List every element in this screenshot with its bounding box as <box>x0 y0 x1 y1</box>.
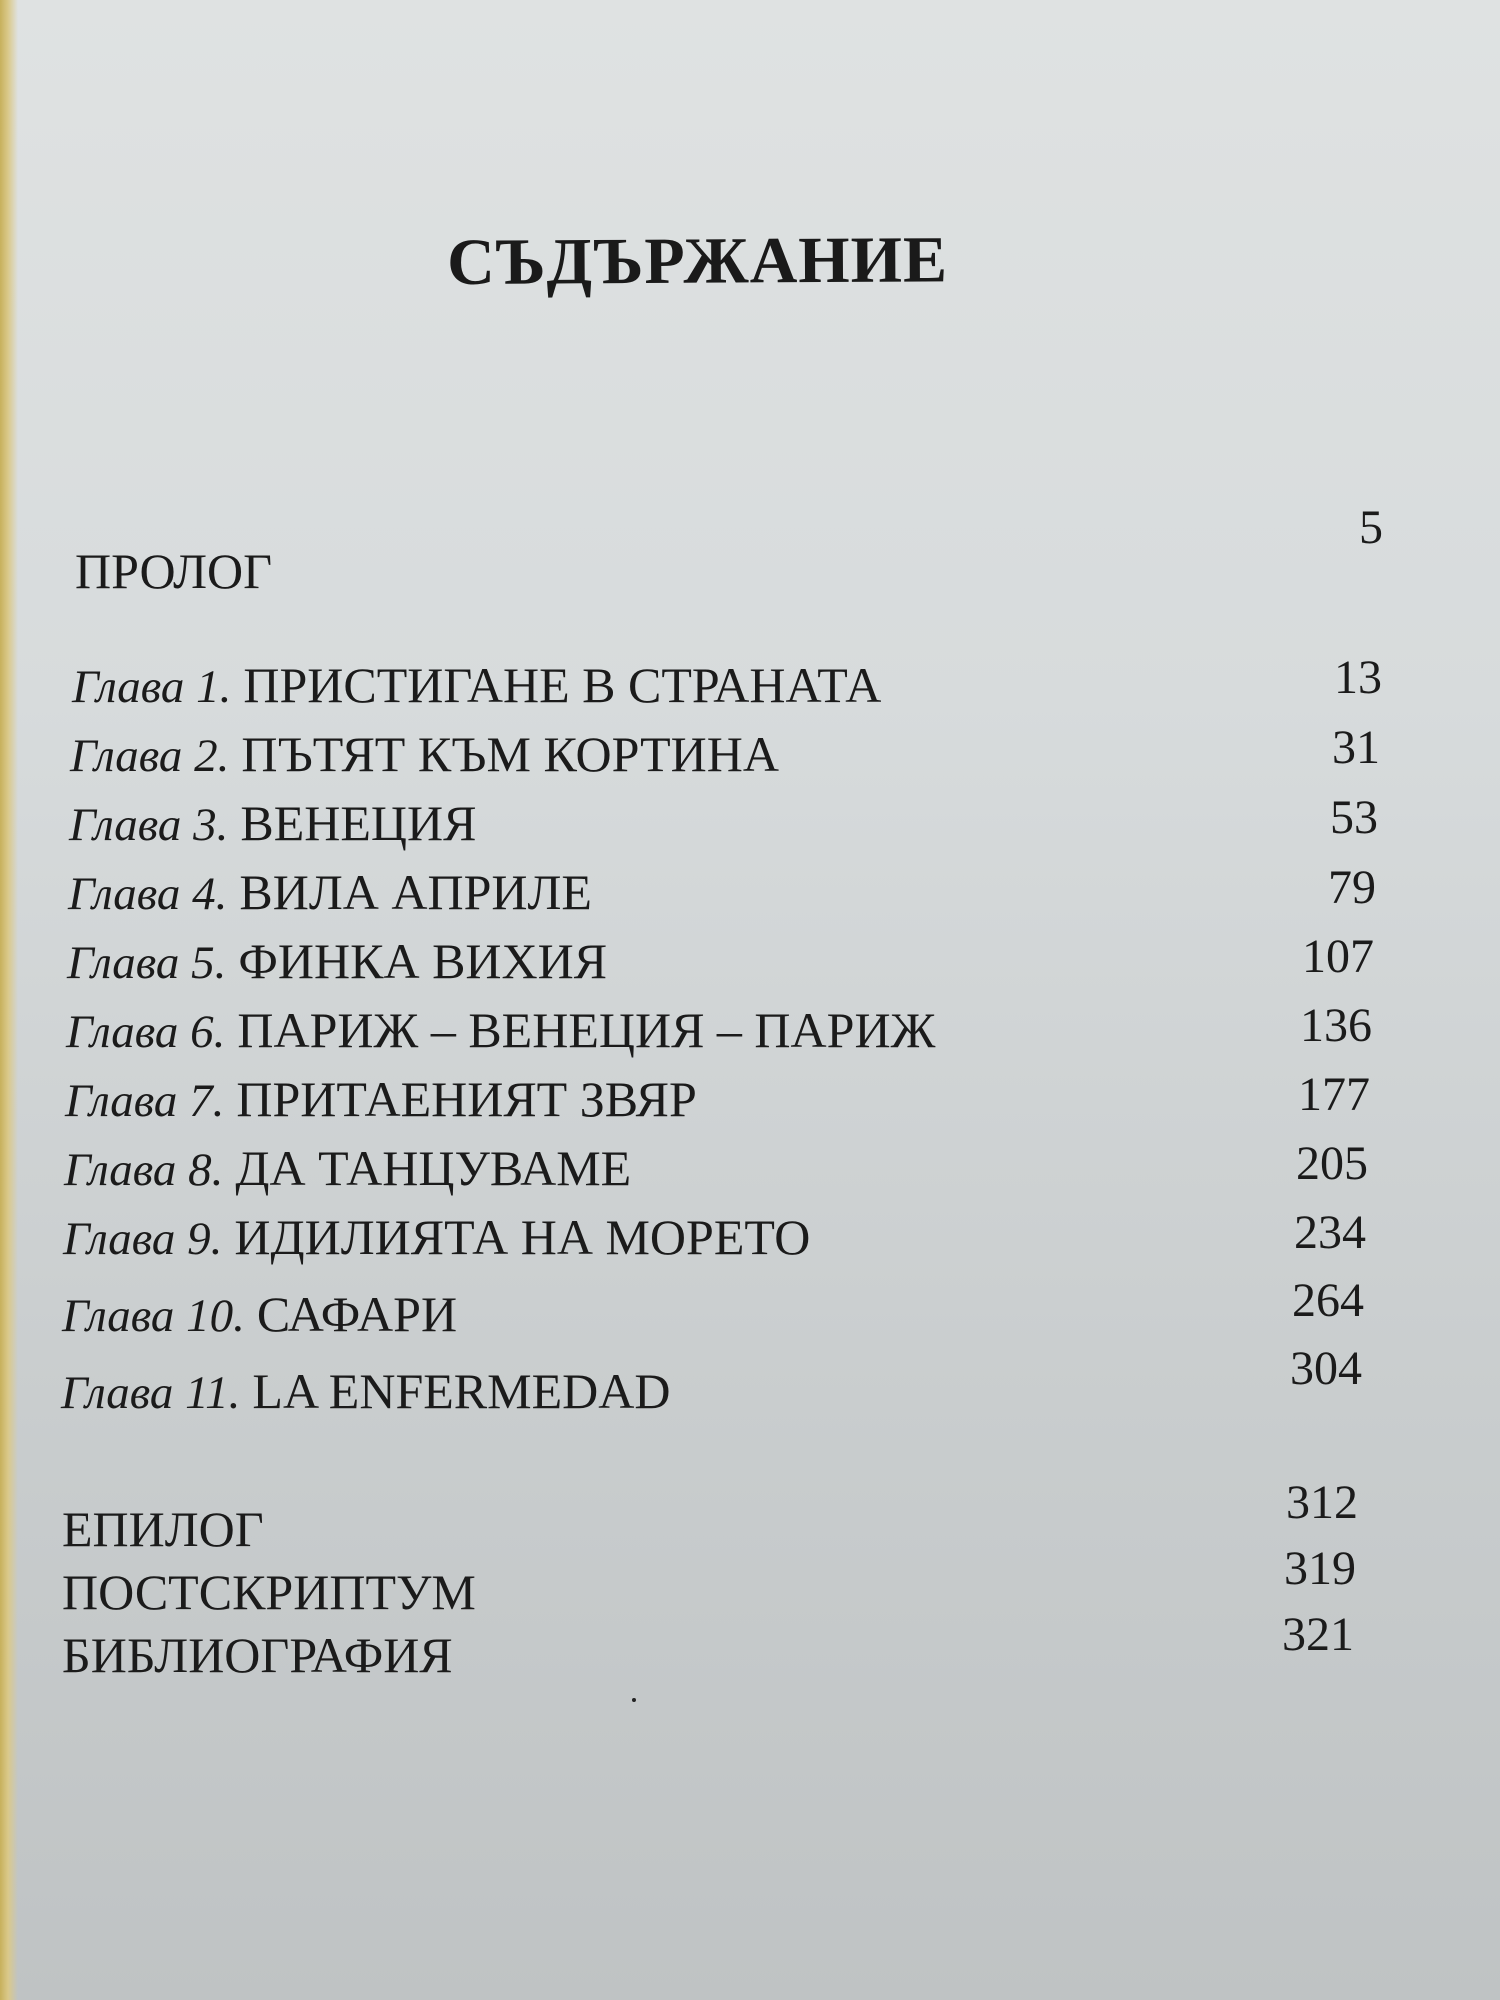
chapter-name: ПЪТЯТ КЪМ КОРТИНА <box>241 726 779 782</box>
toc-page-number: 319 <box>1284 1542 1356 1595</box>
chapter-name: САФАРИ <box>256 1286 458 1342</box>
toc-bibliography-title: БИБЛИОГРАФИЯ <box>62 1627 453 1683</box>
chapter-label: Глава 8. <box>64 1144 224 1196</box>
toc-chapter-7 <box>65 1070 697 1128</box>
toc-chapter-8 <box>64 1139 631 1197</box>
chapter-label: Глава 10. <box>62 1290 245 1342</box>
toc-page-number: 107 <box>1302 930 1374 983</box>
toc-page-number: 321 <box>1282 1608 1354 1661</box>
ink-dot <box>632 1698 636 1702</box>
chapter-name: ПРИСТИГАНЕ В СТРАНАТА <box>243 657 882 713</box>
toc-epilogue-title: ЕПИЛОГ <box>62 1501 264 1557</box>
toc-page-number: 312 <box>1286 1476 1358 1529</box>
toc-chapter-2 <box>70 725 779 783</box>
chapter-name: ВИЛА АПРИЛЕ <box>239 864 592 920</box>
toc-chapter-11 <box>61 1362 670 1420</box>
toc-chapter-1 <box>72 656 881 714</box>
chapter-name: ВЕНЕЦИЯ <box>240 795 477 851</box>
toc-page-number: 53 <box>1330 791 1378 844</box>
chapter-label: Глава 2. <box>70 730 230 782</box>
chapter-label: Глава 3. <box>69 799 229 851</box>
toc-prologue-title: ПРОЛОГ <box>75 543 273 599</box>
chapter-name: LA ENFERMEDAD <box>252 1363 671 1419</box>
toc-prologue-page: 5 <box>1359 501 1383 554</box>
page-edge <box>0 0 18 2000</box>
toc-page-number: 13 <box>1334 651 1382 704</box>
toc-chapter-4 <box>68 863 592 921</box>
chapter-name: ПРИТАЕНИЯТ ЗВЯР <box>236 1071 697 1127</box>
chapter-label: Глава 11. <box>61 1367 241 1419</box>
chapter-name: ДА ТАНЦУВАМЕ <box>235 1140 632 1196</box>
toc-page-number: 234 <box>1294 1206 1366 1259</box>
toc-postscript-title: ПОСТСКРИПТУМ <box>62 1564 476 1620</box>
chapter-label: Глава 7. <box>65 1075 225 1127</box>
toc-chapter-3 <box>69 794 477 852</box>
toc-chapter-5 <box>67 932 607 990</box>
chapter-name: ФИНКА ВИХИЯ <box>238 933 608 989</box>
chapter-name: ПАРИЖ – ВЕНЕЦИЯ – ПАРИЖ <box>237 1002 936 1058</box>
page-title: СЪДЪРЖАНИЕ <box>447 223 949 299</box>
toc-chapter-9 <box>63 1208 810 1266</box>
toc-page-number: 304 <box>1290 1342 1362 1395</box>
toc-page-number: 264 <box>1292 1274 1364 1327</box>
toc-chapter-6 <box>66 1001 935 1059</box>
toc-page-number: 177 <box>1298 1068 1370 1121</box>
chapter-label: Глава 5. <box>67 937 227 989</box>
chapter-label: Глава 4. <box>68 868 228 920</box>
chapter-label: Глава 6. <box>66 1006 226 1058</box>
toc-page-number: 79 <box>1328 861 1376 914</box>
chapter-label: Глава 1. <box>72 661 232 713</box>
toc-page-number: 136 <box>1300 999 1372 1052</box>
toc-chapter-10 <box>62 1285 457 1343</box>
toc-page-number: 31 <box>1332 721 1380 774</box>
chapter-label: Глава 9. <box>63 1213 223 1265</box>
chapter-name: ИДИЛИЯТА НА МОРЕТО <box>234 1209 811 1265</box>
toc-page-number: 205 <box>1296 1137 1368 1190</box>
